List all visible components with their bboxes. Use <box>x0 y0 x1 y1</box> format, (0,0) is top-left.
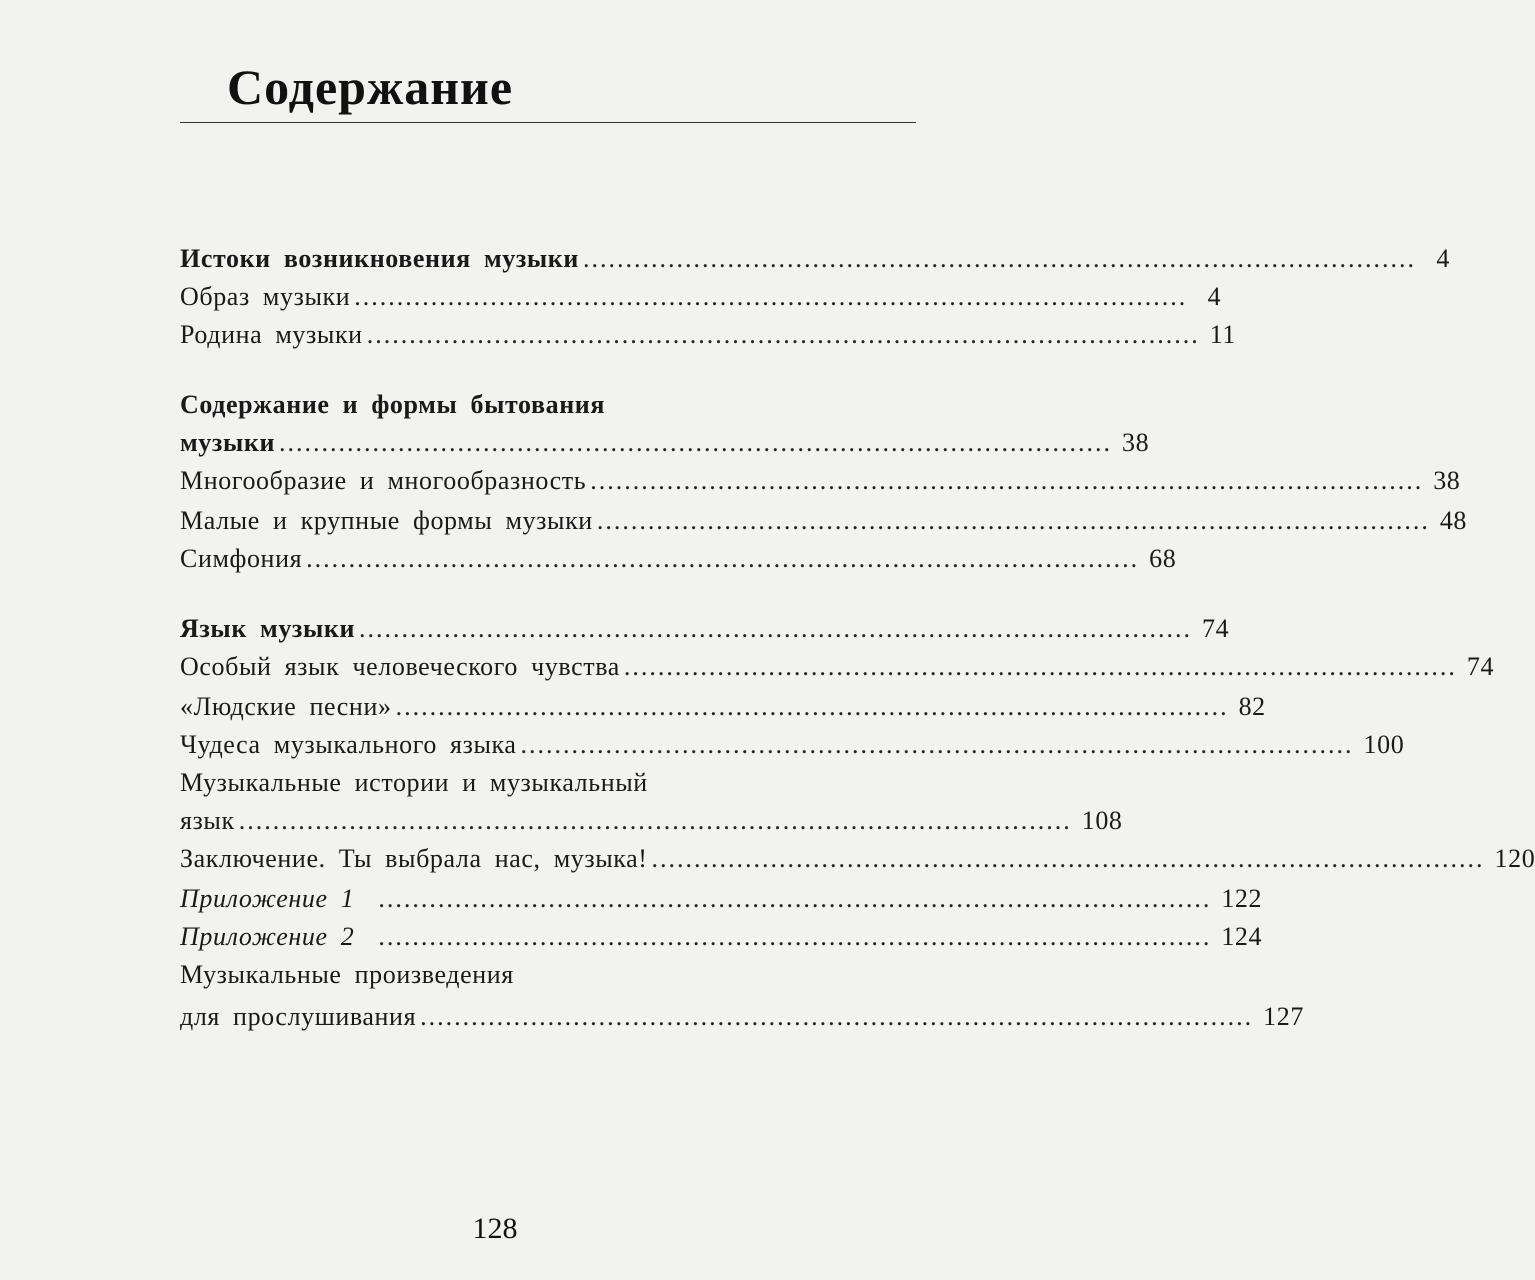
dot-leader: .................................................................................................. <box>378 884 1212 913</box>
toc-entry[interactable] <box>180 502 1468 540</box>
toc-entry-label-line1: Музыкальные произведения <box>180 960 514 989</box>
toc-entry-page: 38 <box>1433 466 1461 495</box>
toc-entry-page: 68 <box>1149 544 1177 573</box>
dot-leader: .................................................................................................. <box>596 506 1430 535</box>
toc-entry[interactable] <box>180 998 1304 1036</box>
toc-entry[interactable] <box>180 240 1450 278</box>
toc-entry-label: Родина музыки <box>180 320 363 349</box>
toc-entry[interactable] <box>180 840 1535 878</box>
toc-entry[interactable] <box>180 648 1495 686</box>
toc-entry-page: 124 <box>1221 922 1263 951</box>
toc-entry-page: 74 <box>1202 614 1230 643</box>
toc-entry-page: 4 <box>1436 244 1450 273</box>
toc-entry-label: Многообразие и многообразность <box>180 466 587 495</box>
toc-entry[interactable] <box>180 316 1236 354</box>
dot-leader: .................................................................................................. <box>354 282 1188 311</box>
toc-entry-label: Чудеса музыкального языка <box>180 730 517 759</box>
toc-entry-page: 11 <box>1209 320 1236 349</box>
toc-entry[interactable] <box>180 424 1150 462</box>
toc-entry-label-line1: Содержание и формы бытования <box>180 390 606 419</box>
dot-leader: .................................................................................................. <box>590 466 1424 495</box>
toc-entry-label: Приложение 2 <box>180 922 355 951</box>
toc-entry-label: Истоки возникновения музыки <box>180 244 579 273</box>
dot-leader: .................................................................................................. <box>366 320 1200 349</box>
dot-leader: .................................................................................................. <box>395 692 1229 721</box>
toc-entry-page: 82 <box>1238 692 1266 721</box>
toc-entry[interactable] <box>180 918 1263 956</box>
toc-entry-label: Приложение 1 <box>180 884 355 913</box>
toc-entry-page: 38 <box>1122 428 1150 457</box>
toc-entry-page: 48 <box>1439 506 1468 535</box>
dot-leader: .................................................................................................. <box>582 244 1416 273</box>
toc-entry-label: Симфония <box>180 544 303 573</box>
toc-entry-label: для прослушивания <box>180 1002 417 1031</box>
toc-entry-page: 122 <box>1221 884 1263 913</box>
dot-leader: .................................................................................................. <box>651 844 1485 873</box>
toc-entry[interactable] <box>180 726 1405 764</box>
toc-entry-label: Язык музыки <box>180 614 356 643</box>
page-number: 128 <box>472 1212 518 1245</box>
toc-entry[interactable] <box>180 688 1266 726</box>
dot-leader: .................................................................................................. <box>378 922 1212 951</box>
dot-leader: .................................................................................................. <box>359 614 1193 643</box>
dot-leader: .................................................................................................. <box>306 544 1140 573</box>
toc-entry[interactable] <box>180 880 1263 918</box>
toc-entry[interactable] <box>180 540 1177 578</box>
toc-entry[interactable] <box>180 278 1222 316</box>
toc-entry-label: Образ музыки <box>180 282 351 311</box>
dot-leader: .................................................................................................. <box>520 730 1354 759</box>
dot-leader: .................................................................................................. <box>623 652 1457 681</box>
toc-entry-label: «Людские песни» <box>180 692 392 721</box>
toc-entry-page: 108 <box>1081 806 1123 835</box>
dot-leader: .................................................................................................. <box>420 1002 1254 1031</box>
toc-entry-label: Малые и крупные формы музыки <box>180 506 593 535</box>
dot-leader: .................................................................................................. <box>279 428 1113 457</box>
toc-entry-label: музыки <box>180 428 276 457</box>
toc-entry-page: 100 <box>1363 730 1405 759</box>
toc-entry-page: 120 <box>1494 844 1535 873</box>
toc-entry-page: 127 <box>1263 1002 1304 1031</box>
toc-entry-label-line1: Музыкальные истории и музыкальный <box>180 768 648 797</box>
toc-entry-label: Заключение. Ты выбрала нас, музыка! <box>180 844 648 873</box>
toc-entry-page: 74 <box>1466 652 1495 681</box>
page-title: Содержание <box>226 59 514 115</box>
dot-leader: .................................................................................................. <box>238 806 1072 835</box>
toc-entry[interactable] <box>180 462 1461 500</box>
toc-entry-label: Особый язык человеческого чувства <box>180 652 620 681</box>
toc-entry[interactable] <box>180 610 1230 648</box>
toc-entry-label: язык <box>180 806 235 835</box>
toc-entry[interactable] <box>180 802 1123 840</box>
toc-entry-page: 4 <box>1207 282 1222 311</box>
